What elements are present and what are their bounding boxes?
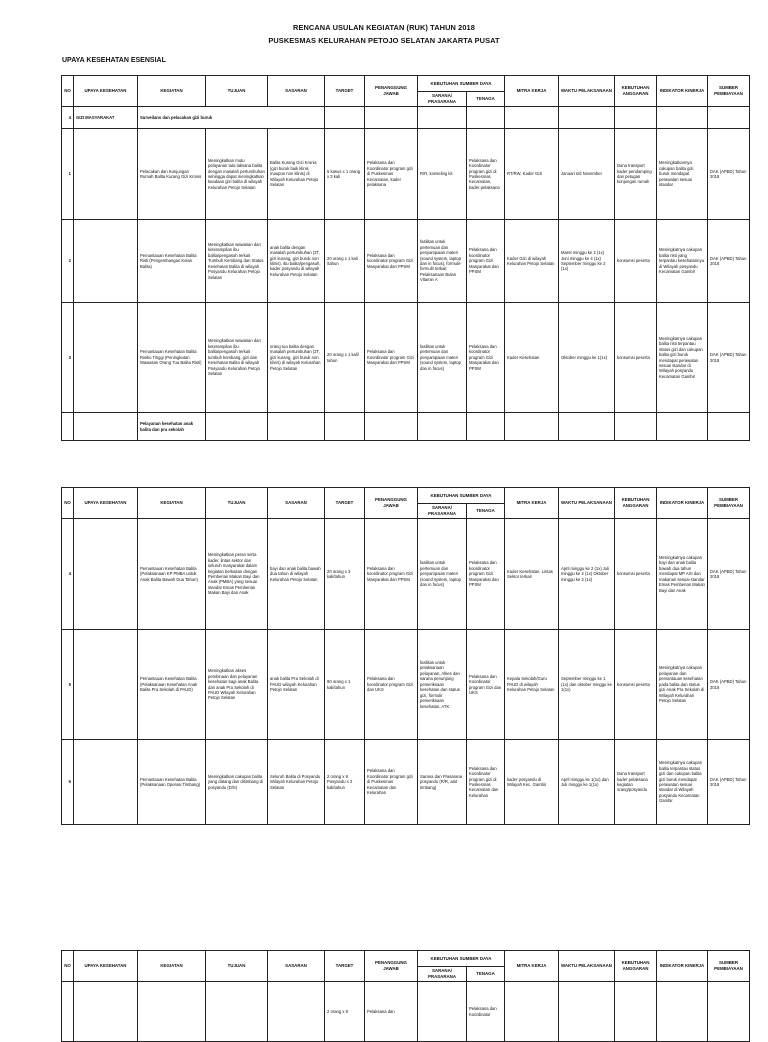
table-row — [62, 303, 750, 413]
row-kegiatan — [138, 982, 206, 1042]
row-tenaga: Pelaksana dan Koordinator — [467, 982, 505, 1042]
col-header-upaya: UPAYA KESEHATAN — [74, 76, 138, 107]
col-header-penanggung-jawab: PENANGGUNG JAWAB — [365, 951, 418, 982]
row-indikator: Meningkatnya cakupan bayi dan anak balita bawah dua tahun mendapat MP ASI dan makanan sesuai standar Emas Pemberian Makan Bayi dan Anak — [657, 519, 708, 630]
table-row — [62, 630, 750, 740]
row-no: 1 — [62, 129, 74, 220]
col-header-tujuan: TUJUAN — [206, 76, 268, 107]
row-tujuan: Meningkatkan akses pembinaan dan pelayanan kesehatan bagi anak Balita dan anak Pra Sekolah di PAUD Wilayah Kelurahan Petojo Selatan — [206, 630, 268, 740]
row-sasaran: Balita Kurang Gizi Kronis (gizi buruk baik klinis maupun non klinis) di Wilayah Kelurahan Petojo Selatan — [268, 129, 325, 220]
col-header-mitra-kerja: MITRA KERJA — [505, 951, 559, 982]
col-header-tenaga: TENAGA — [467, 967, 505, 982]
col-header-no: NO — [62, 488, 74, 519]
row-target: 20 orang x 1 kali/ tahun — [325, 303, 365, 413]
col-header-indikator-kinerja: INDIKATOR KINERJA — [657, 951, 708, 982]
row-target: 2 orang x 9 Posyandu x 2 kali/tahun — [325, 740, 365, 825]
col-header-sumber-pembiayaan: SUMBER PEMBIAYAAN — [708, 488, 750, 519]
col-header-sarana: SARANA/ PRASARANA — [418, 504, 467, 519]
ruk-table-page-3 — [61, 950, 750, 1042]
document-title: RENCANA USULAN KEGIATAN (RUK) TAHUN 2018 — [293, 23, 475, 32]
row-upaya — [74, 740, 138, 825]
row-no: 3 — [62, 303, 74, 413]
row-sasaran: orang tua balita dengan masalah pertumbuhan (2T, gizi kurang, gizi buruk non klinis) di wilayah Kelurahan Petojo Selatan — [268, 303, 325, 413]
row-sarana: fasilitas untuk pertemuan dan penyampaian materi (sound system, laptop dan in focus), formulir-formulir terkait Pelaksanaan Bulan Vitamin A — [418, 220, 467, 303]
col-header-indikator-kinerja: INDIKATOR KINERJA — [657, 488, 708, 519]
row-upaya — [74, 129, 138, 220]
col-header-upaya: UPAYA KESEHATAN — [74, 951, 138, 982]
row-sumber — [708, 982, 750, 1042]
group-kegiatan: Surveilans dan pelacakan gizi buruk — [138, 107, 325, 129]
row-sumber: DAK (APBD) Tahun 2018 — [708, 220, 750, 303]
row-tujuan: Meningkatkan wawasan dan keterampilan ibu balita/pengasuh terkait tumbuh kembang, gizi dan Kesehatan Balita di wilayah Posyandu Kelurahan Petojo Selatan — [206, 303, 268, 413]
col-header-tenaga: TENAGA — [467, 92, 505, 107]
col-header-sarana: SARANA/ PRASARANA — [418, 92, 467, 107]
row-target: 5 kasus x 1 orang x 3 kali — [325, 129, 365, 220]
col-header-kebutuhan-anggaran: KEBUTUHAN ANGGARAN — [615, 76, 657, 107]
row-kegiatan: Pelacakan dan Kunjungan Rumah Balita Kurang Gizi Kronis — [138, 129, 206, 220]
row-sasaran: anak balita dengan masalah pertumbuhan (2T, gizi kurang, gizi buruk non klinis), ibu balita/pengasuh, kader posyandu di wilayah Kelurahan Petojo Selatan — [268, 220, 325, 303]
row-mitra-kerja: Kepala Sekolah/Guru PAUD di wilayah Kelurahan Petojo Selatan — [505, 630, 559, 740]
col-header-sasaran: SASARAN — [268, 488, 325, 519]
ruk-table-page-2 — [61, 487, 750, 825]
row-penanggung-jawab: Pelaksana dan — [365, 982, 418, 1042]
row-waktu: September minggu ke 1 (1x) dan oktober minggu ke 1(1x) — [559, 630, 615, 740]
row-waktu — [559, 982, 615, 1042]
col-header-sumber-pembiayaan: SUMBER PEMBIAYAAN — [708, 76, 750, 107]
row-no: 2 — [62, 220, 74, 303]
col-header-kegiatan: KEGIATAN — [138, 76, 206, 107]
row-sarana: R/R, konseling kit — [418, 129, 467, 220]
row-tujuan: Meningkatkan mutu pelayanan tata laksana balita dengan masalah pertumbuhan sehingga dapat meningkatkan keadaan gizi balita di wilayah Kelurahan Petojo Selatan — [206, 129, 268, 220]
col-header-sasaran: SASARAN — [268, 951, 325, 982]
row-tujuan: Meningkatkan cakupan balita yang datang dan ditimbang di posyandu (D/S) — [206, 740, 268, 825]
row-anggaran: konsumsi peserta — [615, 630, 657, 740]
row-mitra-kerja: Kader Kesehatan — [505, 303, 559, 413]
row-tujuan — [206, 982, 268, 1042]
row-anggaran: konsumsi peserta — [615, 303, 657, 413]
col-header-sasaran: SASARAN — [268, 76, 325, 107]
row-mitra-kerja: Kader Kesehatan, Lintas Sektor terkait — [505, 519, 559, 630]
col-header-penanggung-jawab: PENANGGUNG JAWAB — [365, 488, 418, 519]
row-upaya — [74, 630, 138, 740]
group-row — [62, 107, 750, 129]
row-upaya — [74, 220, 138, 303]
row-anggaran: konsumsi peserta — [615, 220, 657, 303]
col-header-mitra-kerja: MITRA KERJA — [505, 76, 559, 107]
row-sumber: DAK (APBD) Tahun 2018 — [708, 303, 750, 413]
col-header-tenaga: TENAGA — [467, 504, 505, 519]
col-header-no: NO — [62, 76, 74, 107]
row-sarana — [418, 982, 467, 1042]
table-row — [62, 740, 750, 825]
row-target: 80 orang x 1 kali/tahun — [325, 630, 365, 740]
row-tenaga: Pelaksana dan Koordinator program gizi di Puskesmas Kecamatan, kader pelaksana — [467, 129, 505, 220]
col-header-mitra-kerja: MITRA KERJA — [505, 488, 559, 519]
row-sumber: DAK (APBD) Tahun 2018 — [708, 740, 750, 825]
row-tujuan: Meningkatkan wawasan dan keterampilan ibu balita/pengasuh terkait Tumbuh Kembang dan Status Kesehatan Balita di wilayah Posyandu Kelurahan Petojo Selatan — [206, 220, 268, 303]
row-waktu: Januari s/d November — [559, 129, 615, 220]
col-header-kebutuhan-sumber-daya: KEBUTUHAN SUMBER DAYA — [418, 488, 505, 504]
row-waktu: Oktober minggu ke 1(1x) — [559, 303, 615, 413]
row-indikator: Meningkatnya cakupan pelayanan dan pemantauan kesehatan pada balita dan status gizi Anak Pra Sekolah di Wilayah Kelurahan Petojo Selatan — [657, 630, 708, 740]
col-header-target: TARGET — [325, 76, 365, 107]
ruk-table-page-1 — [61, 75, 750, 441]
section-title: UPAYA KESEHATAN ESENSIAL — [62, 57, 166, 64]
col-header-tujuan: TUJUAN — [206, 951, 268, 982]
row-indikator — [657, 982, 708, 1042]
row-anggaran: Dana transport kader pelaksana kegiatan orang/posyandu — [615, 740, 657, 825]
row-anggaran: Dana transport kader pendamping dan petugas kunjungan rumah — [615, 129, 657, 220]
row-indikator: Meningkatnya cakupan balita risti terpantau status gizi dan cakupan balita gizi buruk mendapat perawatan sesuai standar di Wilayah posyandu Kecamatan Gambir — [657, 303, 708, 413]
row-anggaran — [615, 982, 657, 1042]
col-header-no: NO — [62, 951, 74, 982]
col-header-penanggung-jawab: PENANGGUNG JAWAB — [365, 76, 418, 107]
row-target: 20 orang x 1 kali /tahun — [325, 220, 365, 303]
col-header-sarana: SARANA/ PRASARANA — [418, 967, 467, 982]
row-target: 20 orang x 3 kali/tahun — [325, 519, 365, 630]
row-target: 2 orang x 9 — [325, 982, 365, 1042]
row-no — [62, 982, 74, 1042]
col-header-target: TARGET — [325, 951, 365, 982]
row-tenaga: Pelaksana dan Koordinator program Gizi dan UKS — [467, 630, 505, 740]
row-indikator: Meningkatkannya cakupan balita gizi buruk mendapat perawatan sesuai standar — [657, 129, 708, 220]
row-mitra-kerja: kader posyandu di Wilayah Kec. Gambir — [505, 740, 559, 825]
row-kegiatan: Pemantauan Kesehatan Balita (Pelaksanaan KP PMBA untuk Anak Balita Bawah Dua Tahun) — [138, 519, 206, 630]
col-header-indikator-kinerja: INDIKATOR KINERJA — [657, 76, 708, 107]
row-sarana: Sarana dan Prasarana posyandu (R/R, alat timbang) — [418, 740, 467, 825]
row-sarana: fasilitas untuk pertemuan dan penyampaian materi (sound system, laptop dan in focus) — [418, 303, 467, 413]
row-waktu: April minggu ke 2 (1x) Juli minggu ke 2 (1x) Oktober minggu ke 2 (1x) — [559, 519, 615, 630]
row-sumber: DAK (APBD) Tahun 2018 — [708, 519, 750, 630]
col-header-kebutuhan-sumber-daya: KEBUTUHAN SUMBER DAYA — [418, 951, 505, 967]
table-row — [62, 220, 750, 303]
col-header-kebutuhan-sumber-daya: KEBUTUHAN SUMBER DAYA — [418, 76, 505, 92]
row-waktu: Maret minggu ke 2 (1x) Juni minggu ke 4 (1x) September minggu ke 2 (1x) — [559, 220, 615, 303]
row-tujuan: Meningkatkan peran serta kader, lintas sektor dan seluruh masyarakat dalam kegiatan berkaitan dengan Pemberian Makan Bayi dan Anak (PMBA) yang sesuai standar Emas Pemberian Makan Bayi dan Anak — [206, 519, 268, 630]
row-sumber: DAK (APBD) Tahun 2018 — [708, 630, 750, 740]
row-kegiatan: Pemantauan Kesehatan Balita Risti (Pengembangan Kelas Balita) — [138, 220, 206, 303]
row-indikator: Meningkatnya cakupan balita terpantau status gizi dan cakupan balita gizi buruk mendapat perawatan sesuai standar di Wilayah posyandu Kecamatan Gambir — [657, 740, 708, 825]
row-waktu: April minggu ke 1(1x) dan Juli minggu ke 1(1x) — [559, 740, 615, 825]
col-header-waktu-pelaksanaan: WAKTU PELAKSANAAN — [559, 951, 615, 982]
row-sumber: DAK (APBD) Tahun 2018 — [708, 129, 750, 220]
row-sasaran — [268, 982, 325, 1042]
row-kegiatan: Pemantauan Kesehatan Balita (Pelaksanaan Operasi Timbang) — [138, 740, 206, 825]
table-row — [62, 519, 750, 630]
col-header-kebutuhan-anggaran: KEBUTUHAN ANGGARAN — [615, 488, 657, 519]
row-upaya — [74, 519, 138, 630]
row-mitra-kerja — [505, 982, 559, 1042]
row-tenaga: Pelaksana dan Koordinator program gizi di Puskesmas Kecamatan dan Kelurahan — [467, 740, 505, 825]
col-header-sumber-pembiayaan: SUMBER PEMBIAYAAN — [708, 951, 750, 982]
row-indikator: Meningkatnya cakupan balita risti yang terpantau kesehatannya di Wilayah posyandu Kecamatan Gambir — [657, 220, 708, 303]
col-header-kegiatan: KEGIATAN — [138, 951, 206, 982]
row-tenaga: Pelaksana dan koordinator program Gizi Masyarakat dan PPSM — [467, 303, 505, 413]
table-row — [62, 129, 750, 220]
col-header-tujuan: TUJUAN — [206, 488, 268, 519]
table-row — [62, 982, 750, 1042]
row-kegiatan: Pemantauan Kesehatan Balita Risiko Tinggi (Peningkatan Wawasan Orang Tua Balita Risti) — [138, 303, 206, 413]
row-penanggung-jawab: Pelaksana dan koordinator program Gizi Masyarakat dan PPSM — [365, 220, 418, 303]
col-header-upaya: UPAYA KESEHATAN — [74, 488, 138, 519]
subheading-pelayanan-anak-balita: Pelayanan kesehatan anak balita dan pra sekolah — [138, 413, 206, 441]
row-sarana: fasilitas untuk pelaksanaan pelayanan, Alkes dan sarana penunjang pemeriksaan kesehatan dan status gizi, formulir pemeriksaan kesehatan, ATK — [418, 630, 467, 740]
row-upaya — [74, 982, 138, 1042]
row-sarana: fasilitas untuk pertemuan dan penyampaian materi (sound system, laptop dan in focus) — [418, 519, 467, 630]
col-header-waktu-pelaksanaan: WAKTU PELAKSANAAN — [559, 76, 615, 107]
col-header-kebutuhan-anggaran: KEBUTUHAN ANGGARAN — [615, 951, 657, 982]
group-no: 4 — [62, 107, 74, 129]
row-mitra-kerja: Kader Gizi di wilayah Kelurahan Petojo Selatan — [505, 220, 559, 303]
col-header-waktu-pelaksanaan: WAKTU PELAKSANAAN — [559, 488, 615, 519]
row-penanggung-jawab: Pelaksana dan Koordinator program gizi di Puskesmas Kecamatan dan Kelurahan — [365, 740, 418, 825]
row-sasaran: Seluruh Balita di Posyandu Wilayah Kelurahan Petojo Selatan — [268, 740, 325, 825]
row-penanggung-jawab: Pelaksana dan Koordinator program gizi di Puskesmas Kecamatan, kader pelaksana — [365, 129, 418, 220]
row-no: 5 — [62, 630, 74, 740]
subheading-row — [62, 413, 750, 441]
row-penanggung-jawab: Pelaksana dan koordinator program Gizi Masyarakat dan PPSM — [365, 519, 418, 630]
row-tenaga: Pelaksana dan koordinator program Gizi Masyarakat dan PPSM — [467, 220, 505, 303]
row-penanggung-jawab: Pelaksana dan koordinator program Gizi dan UKS — [365, 630, 418, 740]
row-upaya — [74, 303, 138, 413]
row-no: 4 — [62, 519, 74, 630]
row-sasaran: bayi dan anak balita bawah dua tahun di wilayah Kelurahan Petojo Selatan — [268, 519, 325, 630]
row-kegiatan: Pemantauan Kesehatan Balita (Pelaksanaan Kesehatan Anak Balita Pra Sekolah di PAUD) — [138, 630, 206, 740]
group-upaya: GIZI MASYARAKAT — [74, 107, 138, 129]
col-header-target: TARGET — [325, 488, 365, 519]
row-mitra-kerja: RT/RW, Kader Gizi — [505, 129, 559, 220]
document-subtitle: PUSKESMAS KELURAHAN PETOJO SELATAN JAKARTA PUSAT — [268, 36, 500, 45]
row-anggaran: konsumsi peserta — [615, 519, 657, 630]
row-tenaga: Pelaksana dan koordinator program Gizi Masyarakat dan PPSM — [467, 519, 505, 630]
row-sasaran: anak balita Pra Sekolah di PAUD wilayah Kelurahan Petojo Selatan — [268, 630, 325, 740]
row-no: 6 — [62, 740, 74, 825]
row-penanggung-jawab: Pelaksana dan Koordinator program Gizi Masyarakat dan PPSM — [365, 303, 418, 413]
col-header-kegiatan: KEGIATAN — [138, 488, 206, 519]
